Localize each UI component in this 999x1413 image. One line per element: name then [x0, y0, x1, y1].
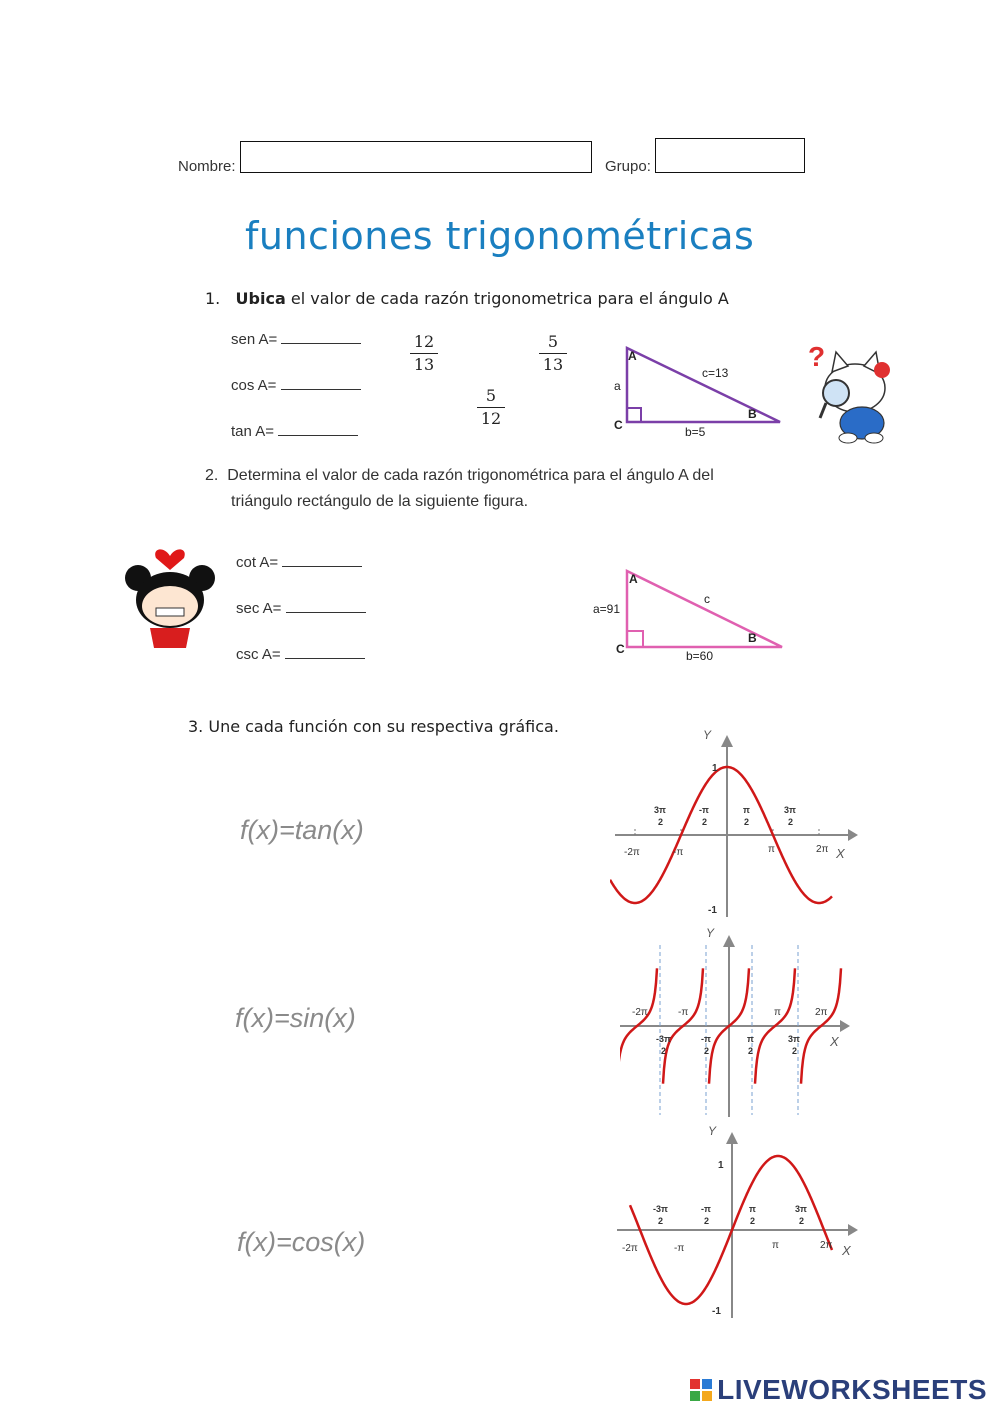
graph-3-frac-4-den: 2	[799, 1216, 805, 1226]
graph-1-frac-3-num: π	[743, 805, 750, 815]
graph-3-y-label: Y	[708, 1124, 717, 1138]
triangle-diagram-2	[590, 565, 790, 665]
vertex-b-2: B	[748, 631, 757, 645]
graph-1-tick-bottom: -1	[708, 905, 717, 916]
graph-2-frac-1-den: 2	[661, 1046, 667, 1056]
graph-2-x-label: X	[830, 1034, 839, 1049]
row-cos	[231, 377, 361, 394]
vertex-c-1: C	[614, 418, 623, 432]
function-sin[interactable]: f(x)=sin(x)	[235, 1003, 356, 1033]
section3-instruction: 3. Une cada función con su respectiva gráfica.	[188, 717, 559, 736]
graph-2-frac-3-num: π	[747, 1034, 754, 1044]
graph-3-frac-1-num: -3π	[653, 1204, 668, 1214]
graph-3-frac-2-den: 2	[704, 1216, 710, 1226]
graph-1-frac-2-num: -π	[699, 805, 709, 815]
section2-text-line1: Determina el valor de cada razón trigonométrica para el ángulo A del	[227, 467, 714, 484]
row-tan	[231, 423, 358, 440]
graph-2-frac-3-den: 2	[748, 1046, 754, 1056]
brand-logo	[690, 1374, 987, 1406]
graph-3-frac-3-num: π	[749, 1204, 756, 1214]
answer-slot-cot[interactable]	[282, 554, 362, 567]
graph-1-tick-1: -2π	[624, 847, 640, 858]
graph-2-frac-4-den: 2	[792, 1046, 798, 1056]
graph-2-y-label: Y	[706, 926, 715, 940]
answer-slot-sec[interactable]	[286, 600, 366, 613]
vertex-a-1: A	[628, 349, 637, 363]
graph-3-tick-top: 1	[718, 1160, 724, 1171]
page-title: funciones trigonométricas	[245, 214, 755, 258]
section2-instruction	[205, 463, 825, 515]
graph-1-tick-2: -π	[673, 847, 684, 858]
row-cot	[236, 554, 362, 571]
graph-2-frac-2-num: -π	[701, 1034, 711, 1044]
section1-text: el valor de cada razón trigonometrica para el ángulo A	[290, 289, 729, 308]
graph-3[interactable]	[612, 1122, 862, 1322]
side-a-2: a=91	[593, 602, 621, 616]
graph-1-y-label: Y	[703, 728, 712, 742]
pucca-illustration	[120, 538, 220, 653]
row-sec	[236, 600, 366, 617]
triangle-1-shape	[627, 348, 780, 422]
graph-1-x-label: X	[836, 846, 845, 861]
graph-3-frac-2-num: -π	[701, 1204, 711, 1214]
graph-3-tick-3: π	[772, 1240, 779, 1251]
section1-instruction	[205, 289, 729, 308]
function-tan[interactable]: f(x)=tan(x)	[240, 815, 364, 845]
triangle-diagram-1	[605, 340, 790, 440]
graph-3-frac-1-den: 2	[658, 1216, 664, 1226]
label-csc: csc A=	[236, 646, 281, 663]
side-c-2: c	[704, 592, 710, 606]
heart-icon	[155, 549, 185, 570]
fraction-5-12[interactable]: 5 12	[477, 386, 505, 429]
group-input[interactable]	[655, 138, 805, 173]
side-a-1: a	[614, 379, 621, 393]
graph-2-tick-4: 2π	[815, 1007, 828, 1018]
section1-bold-word: Ubica	[235, 289, 286, 308]
vertex-a-2: A	[629, 572, 638, 586]
fraction-5-13[interactable]: 5 13	[539, 332, 567, 375]
answer-slot-cos[interactable]	[281, 377, 361, 390]
answer-slot-csc[interactable]	[285, 646, 365, 659]
answer-slot-tan[interactable]	[278, 423, 358, 436]
graph-1-tick-4: 2π	[816, 844, 829, 855]
graph-1-frac-3-den: 2	[744, 817, 750, 827]
graph-1-frac-2-den: 2	[702, 817, 708, 827]
graph-2-frac-4-num: 3π	[788, 1034, 800, 1044]
graph-3-frac-3-den: 2	[750, 1216, 756, 1226]
kitty-illustration	[800, 338, 900, 448]
brand-text: LIVEWORKSHEETS	[717, 1374, 988, 1405]
fraction-12-13[interactable]: 12 13	[410, 332, 438, 375]
graph-2-tick-1: -2π	[632, 1007, 648, 1018]
graph-3-x-label: X	[842, 1243, 851, 1258]
answer-slot-sen[interactable]	[281, 331, 361, 344]
graph-1-tick-3: π	[768, 844, 775, 855]
graph-3-frac-4-num: 3π	[795, 1204, 807, 1214]
vertex-b-1: B	[748, 407, 757, 421]
graph-3-tick-2: -π	[674, 1243, 685, 1254]
graph-3-tick-4: 2π	[820, 1240, 833, 1251]
right-angle-mark-2	[627, 631, 643, 647]
label-sec: sec A=	[236, 600, 282, 617]
graph-3-tick-1: -2π	[622, 1243, 638, 1254]
label-cos: cos A=	[231, 377, 277, 394]
section1-number: 1.	[205, 289, 221, 308]
row-sen	[231, 331, 361, 348]
function-cos[interactable]: f(x)=cos(x)	[237, 1227, 366, 1257]
name-input[interactable]	[240, 141, 592, 173]
graph-2-tick-2: -π	[678, 1007, 689, 1018]
graph-1-tick-top: 1	[712, 763, 718, 774]
graph-1-frac-1-den: 2	[658, 817, 664, 827]
graph-2-frac-1-num: -3π	[656, 1034, 671, 1044]
section2-text-line2: triángulo rectángulo de la siguiente figura.	[231, 493, 529, 510]
side-b-2: b=60	[686, 649, 714, 663]
group-label: Grupo:	[605, 158, 651, 175]
right-angle-mark-1	[627, 408, 641, 422]
row-csc	[236, 646, 365, 663]
graph-1[interactable]	[610, 725, 860, 920]
graph-1-frac-1-num: 3π	[654, 805, 666, 815]
section2-number: 2.	[205, 467, 219, 484]
graph-2-frac-2-den: 2	[704, 1046, 710, 1056]
triangle-2-shape	[627, 571, 782, 647]
label-cot: cot A=	[236, 554, 279, 571]
graph-2-tick-3: π	[774, 1007, 781, 1018]
side-b-1: b=5	[685, 425, 706, 439]
label-tan: tan A=	[231, 423, 274, 440]
graph-1-frac-4-num: 3π	[784, 805, 796, 815]
name-label: Nombre:	[178, 158, 236, 175]
graph-3-tick-bottom: -1	[712, 1306, 721, 1317]
vertex-c-2: C	[616, 642, 625, 656]
graph-2[interactable]	[620, 925, 855, 1120]
label-sen: sen A=	[231, 331, 278, 348]
graph-1-frac-4-den: 2	[788, 817, 794, 827]
brand-grid-icon	[690, 1379, 712, 1401]
side-c-1: c=13	[702, 366, 729, 380]
question-mark-icon: ?	[808, 341, 826, 372]
